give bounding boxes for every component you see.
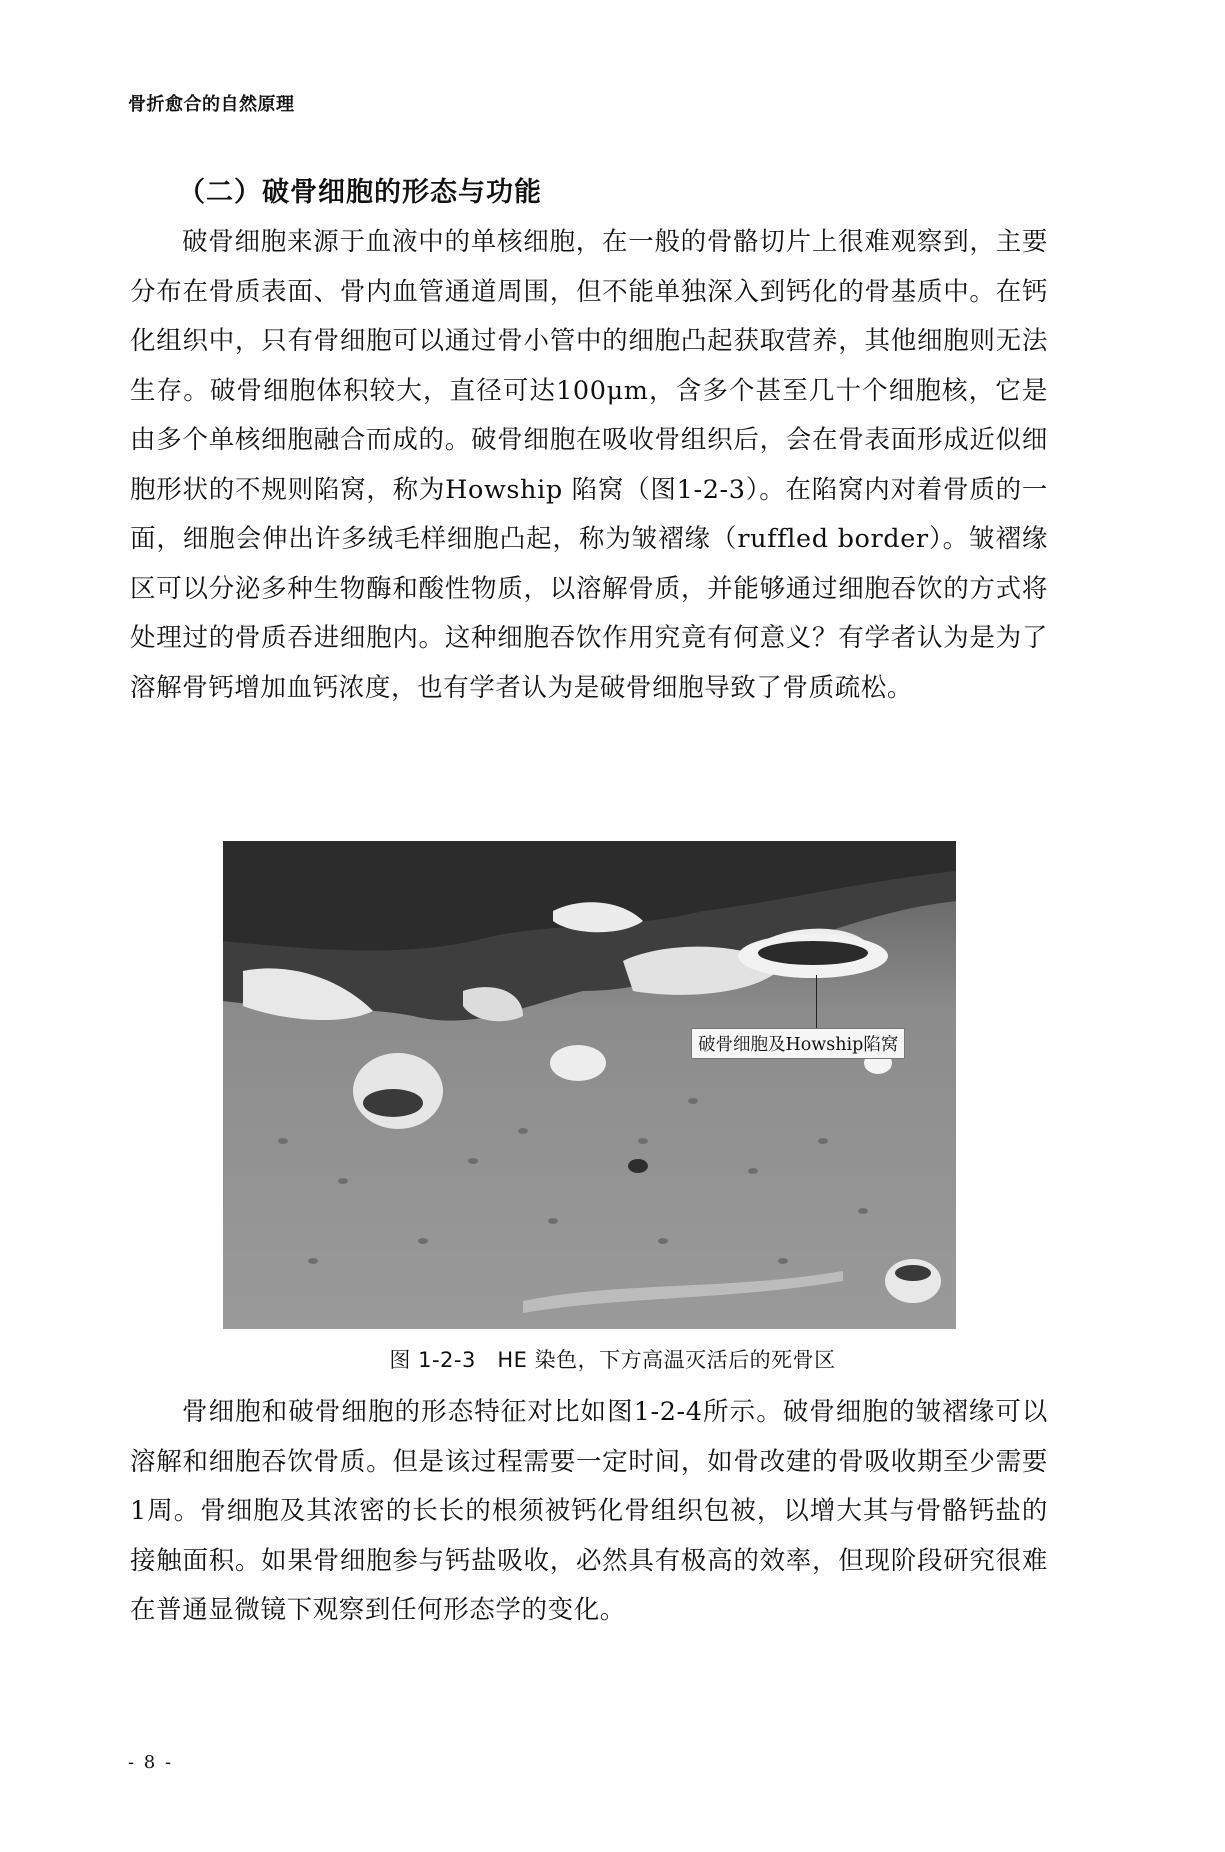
- histology-figure: [223, 841, 956, 1329]
- micrograph-image: [223, 841, 956, 1329]
- body-paragraph-1: 破骨细胞来源于血液中的单核细胞，在一般的骨骼切片上很难观察到，主要分布在骨质表面、骨内血管通道周围，但不能单独深入到钙化的骨基质中。在钙化组织中，只有骨细胞可以通过骨小管中的细胞凸起获取营养，其他细胞则无法生存。破骨细胞体积较大，直径可达100μm，含多个甚至几十个细胞核，它是由多个单核细胞融合而成的。破骨细胞在吸收骨组织后，会在骨表面形成近似细胞形状的不规则陷窝，称为Howship 陷窝（图1-2-3）。在陷窝内对着骨质的一面，细胞会伸出许多绒毛样细胞凸起，称为皱褶缘（ruffled border）。皱褶缘区可以分泌多种生物酶和酸性物质，以溶解骨质，并能够通过细胞吞饮的方式将处理过的骨质吞进细胞内。这种细胞吞饮作用究竟有何意义？有学者认为是为了溶解骨钙增加血钙浓度，也有学者认为是破骨细胞导致了骨质疏松。: [130, 227, 1048, 703]
- figure-caption: 图 1-2-3 HE 染色，下方高温灭活后的死骨区: [389, 1348, 836, 1372]
- page-number: - 8 -: [128, 1752, 174, 1773]
- figure-annotation-label: 破骨细胞及Howship陷窝: [691, 1028, 905, 1059]
- body-paragraph-2: 骨细胞和破骨细胞的形态特征对比如图1-2-4所示。破骨细胞的皱褶缘可以溶解和细胞吞饮骨质。但是该过程需要一定时间，如骨改建的骨吸收期至少需要1周。骨细胞及其浓密的长长的根须被钙化骨组织包被，以增大其与骨骼钙盐的接触面积。如果骨细胞参与钙盐吸收，必然具有极高的效率，但现阶段研究很难在普通显微镜下观察到任何形态学的变化。: [130, 1397, 1048, 1625]
- annotation-leader-line: [816, 975, 817, 1029]
- section-heading: （二）破骨细胞的形态与功能: [178, 177, 542, 208]
- running-header: 骨折愈合的自然原理: [128, 94, 295, 115]
